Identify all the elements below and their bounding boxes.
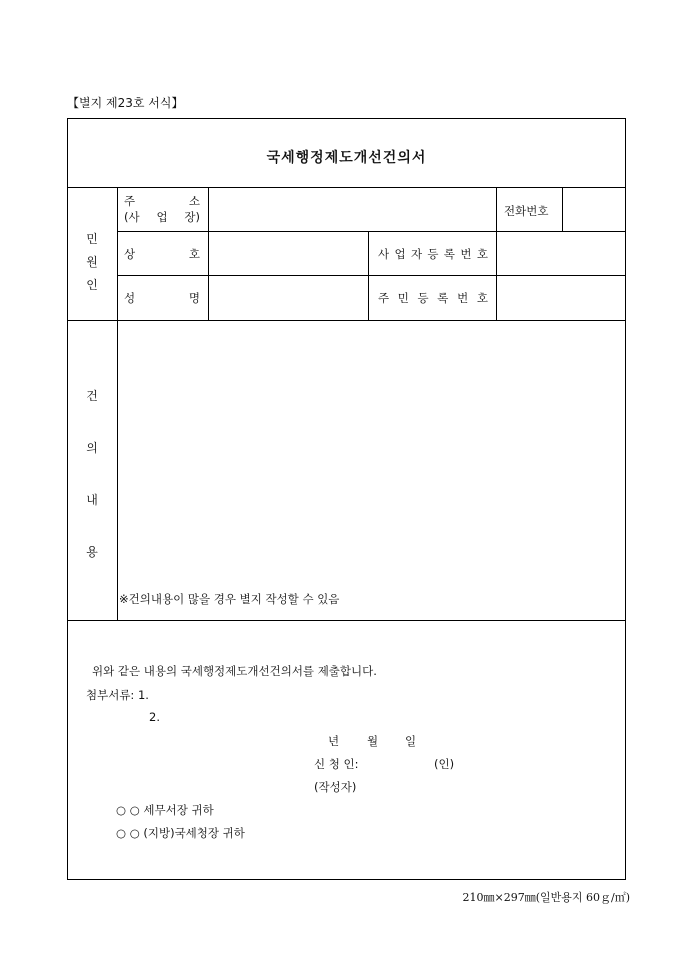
resident-reg-char: 민 xyxy=(397,291,409,305)
applicant-divider xyxy=(68,320,625,321)
address-label-char: (사 xyxy=(124,210,140,224)
resident-reg-char: 등 xyxy=(417,291,429,305)
address-label-line1 xyxy=(124,193,200,209)
biz-reg-char: 등 xyxy=(427,247,439,261)
resident-reg-char: 번 xyxy=(457,291,469,305)
row-divider-1 xyxy=(117,231,625,232)
recipient-national-tax-service: ○ ○ (지방)국세청장 귀하 xyxy=(116,826,245,840)
paper-spec: 210㎜×297㎜(일반용지 60ｇ/㎡) xyxy=(462,891,630,904)
proposal-form xyxy=(67,118,626,880)
address-label-line2 xyxy=(124,209,200,225)
attachments-label: 첨부서류: 1. xyxy=(86,688,149,702)
writer-label: (작성자) xyxy=(314,780,357,794)
date-month: 월 xyxy=(367,734,379,748)
proposal-divider xyxy=(68,620,625,621)
company-label-char: 상 xyxy=(124,247,136,261)
name-label xyxy=(124,290,200,306)
date-year: 년 xyxy=(328,734,340,748)
biz-reg-char: 번 xyxy=(460,247,472,261)
address-label-char: 소 xyxy=(188,194,200,208)
applicant-section-char: 민 xyxy=(86,232,98,246)
title-divider xyxy=(68,187,625,188)
address-label-char: 주 xyxy=(124,194,136,208)
mid-col-divider xyxy=(496,187,497,320)
recipient-tax-office: ○ ○ 세무서장 귀하 xyxy=(116,803,214,817)
address-label-char: 업 xyxy=(156,210,168,224)
phone-label: 전화번호 xyxy=(504,204,549,218)
resident-reg-char: 록 xyxy=(437,291,449,305)
resident-reg-char: 호 xyxy=(476,291,488,305)
resident-registration-label xyxy=(378,290,488,306)
proposal-section-char: 용 xyxy=(86,545,98,559)
name-label-char: 명 xyxy=(188,291,200,305)
form-title: 국세행정제도개선건의서 xyxy=(266,150,427,166)
biz-reg-char: 자 xyxy=(410,247,423,261)
submission-statement: 위와 같은 내용의 국세행정제도개선건의서를 제출합니다. xyxy=(92,664,377,678)
row-divider-2 xyxy=(117,275,625,276)
applicant-section-char: 원 xyxy=(86,255,98,269)
reg-label-divider xyxy=(368,231,369,320)
proposal-note: ※건의내용이 많을 경우 별지 작성할 수 있음 xyxy=(119,592,340,606)
label-col-divider xyxy=(208,187,209,320)
applicant-signature-label: 신 청 인: xyxy=(314,757,359,771)
attachment-item-2: 2. xyxy=(149,710,160,724)
address-label-char: 장) xyxy=(184,210,200,224)
form-number-label: 【별지 제23호 서식】 xyxy=(67,96,184,110)
seal-mark: (인) xyxy=(434,757,455,771)
biz-reg-char: 사 xyxy=(378,247,390,261)
biz-reg-char: 록 xyxy=(443,247,455,261)
company-label-char: 호 xyxy=(188,247,200,261)
proposal-section-char: 건 xyxy=(86,389,98,403)
date-day: 일 xyxy=(405,734,417,748)
business-registration-label xyxy=(378,246,488,262)
name-label-char: 성 xyxy=(124,291,136,305)
company-name-label xyxy=(124,246,200,262)
biz-reg-char: 호 xyxy=(476,247,488,261)
applicant-section-char: 인 xyxy=(86,278,98,292)
section-col-divider xyxy=(117,187,118,620)
phone-col-divider xyxy=(562,187,563,231)
resident-reg-char: 주 xyxy=(378,291,390,305)
proposal-section-char: 의 xyxy=(86,441,98,455)
biz-reg-char: 업 xyxy=(394,247,406,261)
proposal-section-char: 내 xyxy=(86,493,98,507)
